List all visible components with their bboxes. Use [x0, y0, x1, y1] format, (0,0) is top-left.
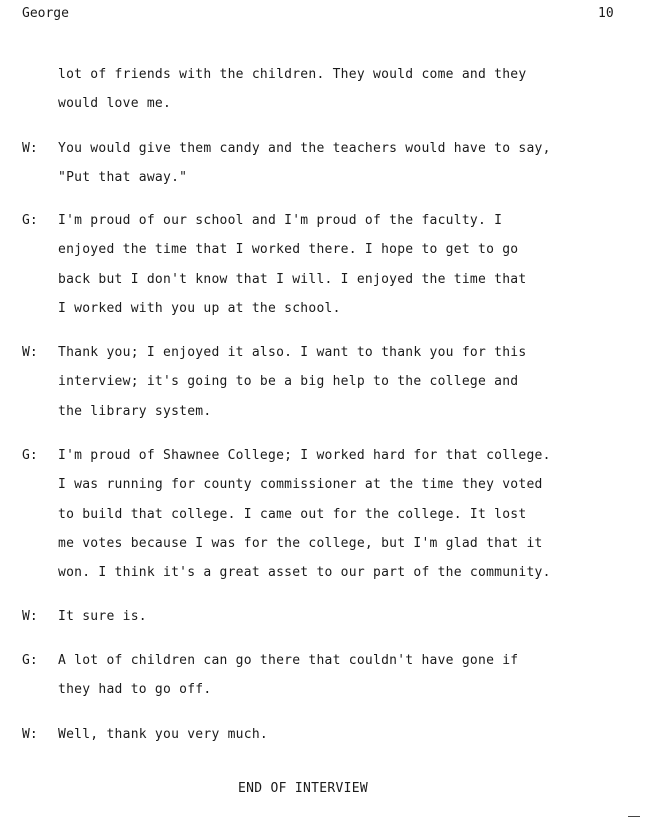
speaker-label: W: [22, 609, 38, 624]
speaker-label: G: [22, 448, 38, 463]
page-number: 10 [598, 6, 614, 21]
text-line: me votes because I was for the college, but I'm glad that it [58, 535, 543, 551]
footer-text: END OF INTERVIEW [237, 781, 369, 796]
entry-text [58, 720, 618, 749]
header-name: George [22, 6, 69, 21]
text-line: won. I think it's a great asset to our part of the community. [58, 565, 551, 581]
end-of-interview-label [0, 781, 650, 796]
entry-text [58, 60, 618, 119]
text-line: I'm proud of our school and I'm proud of the faculty. I [58, 213, 503, 228]
text-line: enjoyed the time that I worked there. I hope to get to go [58, 242, 519, 258]
entry-text [58, 646, 618, 705]
text-line: Well, thank you very much. [58, 727, 268, 742]
text-line: It sure is. [58, 609, 147, 624]
speaker-label: G: [22, 653, 38, 668]
speaker-label: G: [22, 213, 38, 228]
speaker-label: W: [22, 345, 38, 360]
entry-text [58, 206, 618, 323]
text-line: A lot of children can go there that couldn't have gone if [58, 653, 519, 668]
text-line: would love me. [58, 96, 172, 112]
speaker-label: W: [22, 141, 38, 156]
page-edge-mark [628, 816, 640, 817]
text-line: You would give them candy and the teachers would have to say, [58, 141, 551, 156]
text-line: Thank you; I enjoyed it also. I want to thank you for this [58, 345, 527, 360]
entry-text [58, 441, 618, 587]
text-line: they had to go off. [58, 682, 212, 698]
text-line: I'm proud of Shawnee College; I worked hard for that college. [58, 448, 551, 463]
entry-text [58, 134, 618, 193]
text-line: "Put that away." [58, 170, 188, 186]
text-line: lot of friends with the children. They would come and they [58, 67, 527, 82]
speaker-label: W: [22, 727, 38, 742]
text-line: the library system. [58, 403, 212, 419]
text-line: I worked with you up at the school. [58, 300, 341, 316]
text-line: to build that college. I came out for the college. It lost [58, 506, 527, 522]
text-line: back but I don't know that I will. I enjoyed the time that [58, 271, 527, 287]
entry-text [58, 602, 618, 631]
entry-text [58, 338, 618, 426]
text-line: I was running for county commissioner at the time they voted [58, 477, 543, 493]
text-line: interview; it's going to be a big help to the college and [58, 374, 519, 390]
